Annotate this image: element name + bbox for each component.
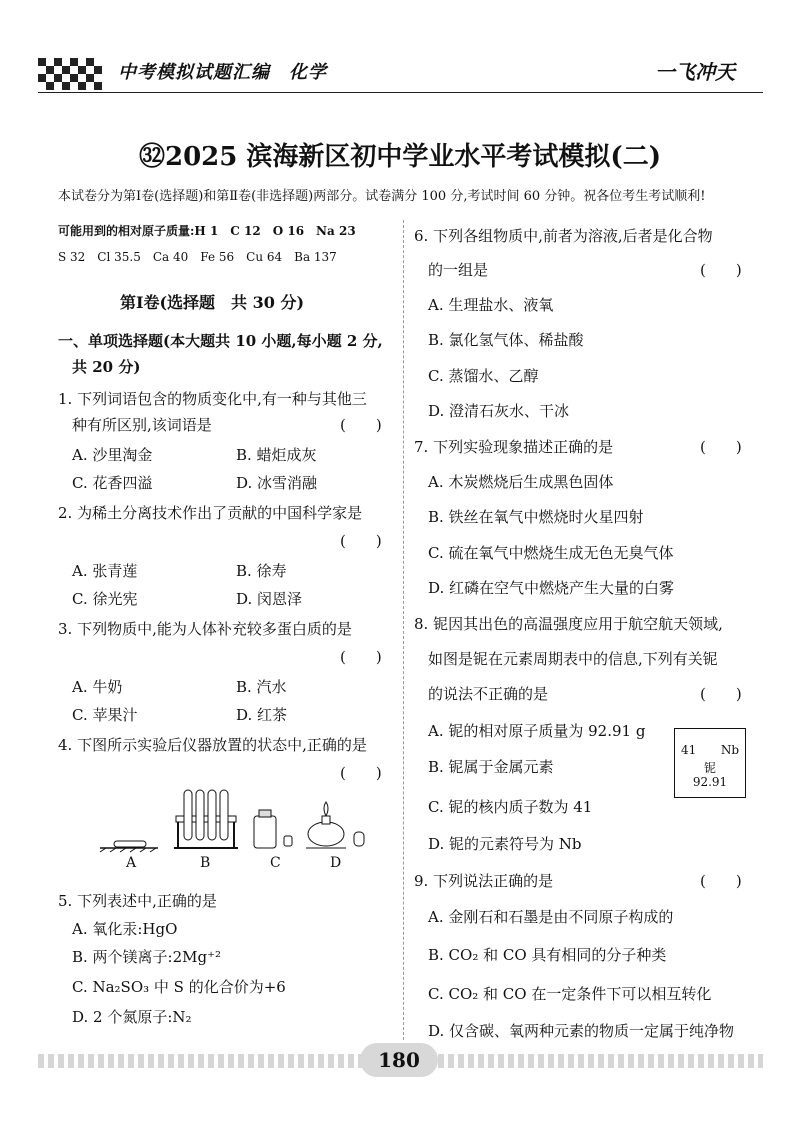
q3-stem: 3. 下列物质中,能为人体补充较多蛋白质的是	[58, 620, 352, 638]
part-heading: 一、单项选择题(本大题共 10 小题,每小题 2 分,	[58, 332, 383, 350]
q4-label-c: C	[270, 855, 281, 871]
q8-stem: 8. 铌因其出色的高温强度应用于航空航天领域,	[414, 615, 723, 633]
q6-stem: 6. 下列各组物质中,前者为溶液,后者是化合物	[414, 227, 713, 245]
q9-option-d[interactable]: D. 仅含碳、氧两种元素的物质一定属于纯净物	[428, 1022, 735, 1040]
element-atomic-mass: 92.91	[692, 775, 728, 789]
q2-stem: 2. 为稀土分离技术作出了贡献的中国科学家是	[58, 504, 363, 522]
q9-option-b[interactable]: B. CO₂ 和 CO 具有相同的分子种类	[428, 946, 667, 964]
q1-option-b[interactable]: B. 蜡炬成灰	[236, 446, 317, 464]
q5-option-b[interactable]: B. 两个镁离子:2Mg⁺²	[72, 948, 222, 966]
column-divider	[403, 220, 404, 1040]
section-title: 第Ⅰ卷(选择题 共 30 分)	[120, 293, 305, 312]
q1-stem: 1. 下列词语包含的物质变化中,有一种与其他三	[58, 390, 367, 408]
q7-option-d[interactable]: D. 红磷在空气中燃烧产生大量的白雾	[428, 579, 675, 597]
apparatus-b-tube-rack	[174, 790, 238, 848]
q4-stem: 4. 下图所示实验后仪器放置的状态中,正确的是	[58, 736, 367, 754]
q5-option-c[interactable]: C. Na₂SO₃ 中 S 的化合价为+6	[72, 978, 286, 996]
publisher-logo: 一飞冲天	[655, 60, 735, 84]
q8-option-d[interactable]: D. 铌的元素符号为 Nb	[428, 835, 582, 853]
q4-label-d: D	[330, 855, 342, 871]
q6-option-b[interactable]: B. 氯化氢气体、稀盐酸	[428, 331, 584, 349]
page-number: 180	[378, 1048, 420, 1072]
q9-option-a[interactable]: A. 金刚石和石墨是由不同原子构成的	[428, 908, 674, 926]
q4-answer-blank[interactable]: ( )	[340, 764, 382, 782]
q1-stem-cont: 种有所区别,该词语是	[72, 416, 212, 434]
q1-option-c[interactable]: C. 花香四溢	[72, 474, 153, 492]
q5-stem: 5. 下列表述中,正确的是	[58, 892, 217, 910]
apparatus-a-tube-on-table	[100, 841, 158, 852]
q3-option-b[interactable]: B. 汽水	[236, 678, 287, 696]
q7-option-a[interactable]: A. 木炭燃烧后生成黑色固体	[428, 473, 614, 491]
q3-answer-blank[interactable]: ( )	[340, 648, 382, 666]
element-symbol: Nb	[720, 743, 739, 757]
q8-stem-cont: 如图是铌在元素周期表中的信息,下列有关铌	[428, 650, 718, 668]
page-title: ㉜2025 滨海新区初中学业水平考试模拟(二)	[138, 142, 662, 172]
q5-option-d[interactable]: D. 2 个氮原子:N₂	[72, 1008, 192, 1026]
q8-option-b[interactable]: B. 铌属于金属元素	[428, 758, 554, 776]
part-heading-cont: 共 20 分)	[72, 358, 141, 376]
q9-option-c[interactable]: C. CO₂ 和 CO 在一定条件下可以相互转化	[428, 985, 712, 1003]
q7-option-b[interactable]: B. 铁丝在氧气中燃烧时火星四射	[428, 508, 644, 526]
apparatus-d-alcohol-lamp	[306, 802, 364, 848]
q1-option-d[interactable]: D. 冰雪消融	[236, 474, 318, 492]
q7-option-c[interactable]: C. 硫在氧气中燃烧生成无色无臭气体	[428, 544, 674, 562]
atomic-mass-line-1: 可能用到的相对原子质量:H 1 C 12 O 16 Na 23	[58, 224, 356, 238]
q8-option-c[interactable]: C. 铌的核内质子数为 41	[428, 798, 593, 816]
q3-option-a[interactable]: A. 牛奶	[72, 678, 123, 696]
q6-option-d[interactable]: D. 澄清石灰水、干冰	[428, 402, 570, 420]
apparatus-c-reagent-bottle	[254, 810, 292, 848]
niobium-element-card	[674, 728, 746, 798]
q6-option-c[interactable]: C. 蒸馏水、乙醇	[428, 367, 539, 385]
q6-stem-cont: 的一组是	[428, 261, 489, 279]
q2-option-d[interactable]: D. 闵恩泽	[236, 590, 303, 608]
page-number-badge	[360, 1043, 438, 1077]
q9-answer-blank[interactable]: ( )	[700, 872, 742, 890]
q7-stem: 7. 下列实验现象描述正确的是	[414, 438, 614, 456]
q2-option-a[interactable]: A. 张青莲	[72, 562, 138, 580]
q2-answer-blank[interactable]: ( )	[340, 532, 382, 550]
q7-answer-blank[interactable]: ( )	[700, 438, 742, 456]
q6-option-a[interactable]: A. 生理盐水、液氧	[428, 296, 554, 314]
q1-answer-blank[interactable]: ( )	[340, 416, 382, 434]
atomic-mass-line-2: S 32 Cl 35.5 Ca 40 Fe 56 Cu 64 Ba 137	[58, 250, 337, 264]
q8-option-a[interactable]: A. 铌的相对原子质量为 92.91 g	[428, 722, 646, 740]
book-title: 中考模拟试题汇编 化学	[118, 62, 327, 83]
q9-stem: 9. 下列说法正确的是	[414, 872, 554, 890]
exam-intro: 本试卷分为第Ⅰ卷(选择题)和第Ⅱ卷(非选择题)两部分。试卷满分 100 分,考试时间 60 分钟。祝各位考生考试顺利!	[58, 189, 706, 204]
q8-stem-cont2: 的说法不正确的是	[428, 685, 549, 703]
q4-label-b: B	[200, 855, 211, 871]
q4-apparatus-figure	[96, 786, 376, 856]
q3-option-c[interactable]: C. 苹果汁	[72, 706, 138, 724]
q2-option-c[interactable]: C. 徐光宪	[72, 590, 138, 608]
q6-answer-blank[interactable]: ( )	[700, 261, 742, 279]
q4-label-a: A	[126, 855, 137, 871]
element-name: 铌	[703, 761, 716, 775]
q8-answer-blank[interactable]: ( )	[700, 685, 742, 703]
q3-option-d[interactable]: D. 红茶	[236, 706, 288, 724]
q2-option-b[interactable]: B. 徐寿	[236, 562, 287, 580]
header-checker-decoration	[38, 58, 104, 90]
header-rule	[38, 92, 763, 93]
q5-option-a[interactable]: A. 氧化汞:HgO	[72, 920, 178, 938]
element-atomic-number: 41	[681, 743, 697, 757]
q1-option-a[interactable]: A. 沙里淘金	[72, 446, 153, 464]
